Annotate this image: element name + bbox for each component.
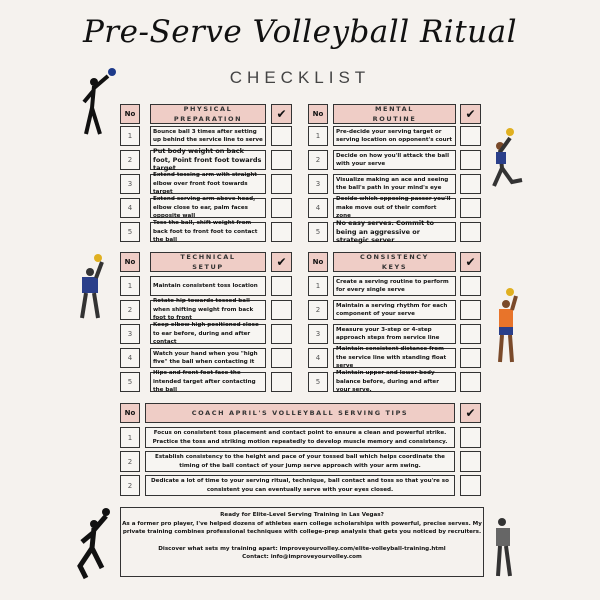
checklist-item-text: Visualize making an ace and seeing the ball's path in your mind's eye: [333, 174, 456, 194]
checklist-item-text: Extend tossing arm with straight elbow over front foot towards target: [150, 174, 266, 194]
checkbox[interactable]: [271, 174, 292, 194]
item-number: 1: [308, 276, 328, 296]
checkbox[interactable]: [460, 276, 481, 296]
checklist-item-text: Toss the ball, shift weight from back foot to front foot to contact the ball: [150, 222, 266, 242]
item-number: 2: [308, 150, 328, 170]
checkmark-header-icon: ✔: [460, 403, 481, 423]
item-number: 3: [308, 324, 328, 344]
checklist-item-text: Rotate hip towards tossed ball when shifting weight from back foot to front: [150, 300, 266, 320]
checklist-item-text: Put body weight on back foot, Point front foot towards target: [150, 150, 266, 170]
checklist-item-text: Decide on how you'll attack the ball with your serve: [333, 150, 456, 170]
page-title: Pre-Serve Volleyball Ritual: [82, 14, 518, 50]
no-column-header: No: [120, 104, 140, 124]
checklist-item-text: Extend serving arm above head, elbow close to ear, palm faces opposite wall: [150, 198, 266, 218]
checklist-item-text: Maintain a serving rhythm for each component of your serve: [333, 300, 456, 320]
section-title: TECHNICAL SETUP: [150, 252, 266, 272]
section-title: CONSISTENCY KEYS: [333, 252, 456, 272]
item-number: 4: [308, 348, 328, 368]
item-number: 4: [308, 198, 328, 218]
checkmark-header-icon: ✔: [460, 104, 481, 124]
checkbox[interactable]: [271, 300, 292, 320]
item-number: 1: [120, 427, 140, 448]
checklist-item-text: Watch your hand when you "high five" the ball when contacting it: [150, 348, 266, 368]
checklist-item-text: Decide which opposing passer you'll make move out of their comfort zone: [333, 198, 456, 218]
checklist-item-text: Focus on consistent toss placement and contact point to ensure a clean and powerful strike. Practice the toss and striking motion repeatedly to develop muscle memory and consistency.: [145, 427, 455, 448]
checkbox[interactable]: [271, 348, 292, 368]
no-column-header: No: [120, 252, 140, 272]
player-tossing-icon: [72, 250, 122, 320]
checkbox[interactable]: [460, 324, 481, 344]
checklist-item-text: Measure your 3-step or 4-step approach steps from service line: [333, 324, 456, 344]
checklist-item-text: Bounce ball 3 times after setting up behind the service line to serve: [150, 126, 266, 146]
checklist-item-text: Maintain consistent toss location: [150, 276, 266, 296]
checklist-item-text: Dedicate a lot of time to your serving ritual, technique, ball contact and toss so that you're so consistent you can eventually serve with your eyes closed.: [145, 475, 455, 496]
promo-link[interactable]: Discover what sets my training apart: improveyourvolley.com/elite-volleyball-training.html: [158, 545, 446, 552]
checkmark-header-icon: ✔: [271, 252, 292, 272]
coach-silhouette-icon: [486, 512, 526, 582]
item-number: 5: [308, 222, 328, 242]
item-number: 2: [120, 475, 140, 496]
checklist-item-text: Keep elbow high positioned close to ear before, during and after contact: [150, 324, 266, 344]
item-number: 3: [120, 174, 140, 194]
checklist-item-text: Maintain upper and lower body balance before, during and after your serve.: [333, 372, 456, 392]
checklist-item-text: Establish consistency to the height and pace of your tossed ball which helps coordinate the timing of the ball contact of your jump serve approach with your arm swing.: [145, 451, 455, 472]
promo-contact[interactable]: Contact: info@improveyourvolley.com: [242, 554, 362, 560]
checkbox[interactable]: [271, 372, 292, 392]
page-subtitle: CHECKLIST: [229, 68, 371, 87]
no-column-header: No: [308, 104, 328, 124]
checkbox[interactable]: [271, 222, 292, 242]
checkbox[interactable]: [460, 150, 481, 170]
section-title: PHYSICAL PREPARATION: [150, 104, 266, 124]
item-number: 4: [120, 348, 140, 368]
checkbox[interactable]: [460, 451, 481, 472]
item-number: 2: [120, 451, 140, 472]
checkbox[interactable]: [460, 126, 481, 146]
item-number: 2: [308, 300, 328, 320]
no-column-header: No: [308, 252, 328, 272]
player-orange-jersey-icon: [486, 286, 530, 366]
checkmark-header-icon: ✔: [460, 252, 481, 272]
item-number: 5: [120, 372, 140, 392]
item-number: 2: [120, 150, 140, 170]
checkbox[interactable]: [460, 198, 481, 218]
item-number: 3: [308, 174, 328, 194]
item-number: 1: [120, 126, 140, 146]
checkbox[interactable]: [460, 475, 481, 496]
checkbox[interactable]: [460, 222, 481, 242]
jumping-spiker-icon: [72, 506, 120, 586]
checkbox[interactable]: [271, 276, 292, 296]
item-number: 1: [120, 276, 140, 296]
promo-body: As a former pro player, I've helped dozens of athletes earn college scholarships with powerful, precise serves. My private training combines professional techniques with college-prep analysis that gets you noticed by recruiters.: [122, 520, 482, 535]
section-title: MENTAL ROUTINE: [333, 104, 456, 124]
checkbox[interactable]: [271, 324, 292, 344]
server-silhouette-icon: [72, 66, 122, 136]
jump-server-icon: [482, 124, 532, 194]
no-column-header: No: [120, 403, 140, 423]
item-number: 5: [120, 222, 140, 242]
checkbox[interactable]: [460, 348, 481, 368]
item-number: 5: [308, 372, 328, 392]
checkbox[interactable]: [460, 427, 481, 448]
item-number: 1: [308, 126, 328, 146]
checklist-item-text: Create a serving routine to perform for every single serve: [333, 276, 456, 296]
checklist-item-text: Pre-decide your serving target or serving location on opponent's court: [333, 126, 456, 146]
item-number: 2: [120, 300, 140, 320]
item-number: 3: [120, 324, 140, 344]
checkbox[interactable]: [460, 300, 481, 320]
promo-heading: Ready for Elite-Level Serving Training in Las Vegas?: [220, 512, 384, 518]
checkbox[interactable]: [271, 150, 292, 170]
checkbox[interactable]: [271, 126, 292, 146]
promo-box: [120, 507, 484, 577]
checkmark-header-icon: ✔: [271, 104, 292, 124]
checkbox[interactable]: [460, 372, 481, 392]
checklist-item-text: Hips and front foot face the intended target after contacting the ball: [150, 372, 266, 392]
checkbox[interactable]: [460, 174, 481, 194]
checklist-item-text: Maintain consistent distance from the service line with standing float serve: [333, 348, 456, 368]
item-number: 4: [120, 198, 140, 218]
section-title: COACH APRIL'S VOLLEYBALL SERVING TIPS: [145, 403, 455, 423]
checklist-item-text: No easy serves. Commit to being an aggressive or strategic server: [333, 222, 456, 242]
checkbox[interactable]: [271, 198, 292, 218]
